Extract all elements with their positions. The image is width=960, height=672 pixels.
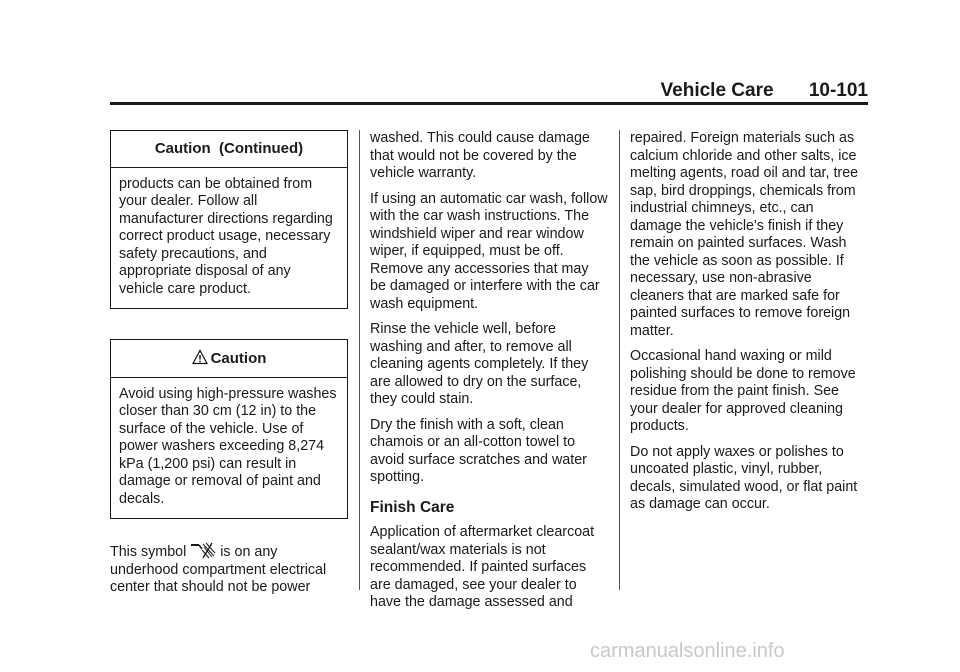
paragraph: If using an automatic car wash, follow with the car wash instructions. The windshield wiper and rear window wiper, if equipped, must be off. Remove any accessories that may be damaged or interfere with the car wash equipment. <box>370 190 608 312</box>
no-water-spray-icon <box>190 541 216 559</box>
column-divider-1 <box>359 130 360 590</box>
symbol-paragraph <box>110 541 348 597</box>
caution-continued-title: Caution (Continued) <box>111 131 347 168</box>
symbol-text-after: is on any underhood compartment electrical center that should not be power <box>110 544 327 595</box>
page-header <box>110 80 868 102</box>
symbol-text-before: This symbol <box>110 544 191 560</box>
column-2 <box>370 130 608 620</box>
paragraph: Occasional hand waxing or mild polishing should be done to remove residue from the paint finish. See your dealer for approved cleaning products. <box>630 348 856 434</box>
caution-box <box>110 339 348 519</box>
caution-triangle-icon <box>192 349 208 365</box>
paragraph: repaired. Foreign materials such as calcium chloride and other salts, ice melting agents, road oil and tar, tree sap, bird droppings, chemicals from industrial chimneys, etc., can damage the vehicle's finish if they remain on painted surfaces. Wash the vehicle as soon as possible. If necessary, use non-abrasive cleaners that are marked safe for painted surfaces to remove foreign matter. <box>630 130 859 339</box>
page-number: 10-101 <box>808 80 868 101</box>
paragraph: Dry the finish with a soft, clean chamois or an all-cotton towel to avoid surface scratches and water spotting. <box>370 416 587 485</box>
caution-title: Caution <box>210 350 267 367</box>
paragraph: Do not apply waxes or polishes to uncoated plastic, vinyl, rubber, decals, simulated wood, or flat paint as damage can occur. <box>630 443 858 512</box>
caution-body: Avoid using high-pressure washes closer than 30 cm (12 in) to the surface of the vehicle. Use of power washers exceeding 8,274 kPa (1,200 psi) can result in damage or removal of paint and decals. <box>119 385 337 507</box>
caution-continued-box <box>110 130 348 309</box>
section-title: Vehicle Care <box>660 80 774 101</box>
column-3 <box>630 130 868 522</box>
column-1 <box>110 130 348 605</box>
finish-care-heading: Finish Care <box>370 498 455 516</box>
caution-box-header <box>111 340 347 378</box>
watermark: carmanualsonline.info <box>590 640 785 662</box>
caution-continued-body: products can be obtained from your dealer. Follow all manufacturer directions regarding correct product usage, necessary safety precautions, and appropriate disposal of any vehicle care product. <box>119 175 333 297</box>
column-divider-2 <box>619 130 620 590</box>
paragraph: Rinse the vehicle well, before washing and after, to remove all cleaning agents completely. If they are allowed to dry on the surface, they could stain. <box>370 321 589 407</box>
paragraph: Application of aftermarket clearcoat sealant/wax materials is not recommended. If painted surfaces are damaged, see your dealer to have the damage assessed and <box>370 524 595 610</box>
header-rule <box>110 102 868 105</box>
paragraph: washed. This could cause damage that would not be covered by the vehicle warranty. <box>370 130 590 181</box>
